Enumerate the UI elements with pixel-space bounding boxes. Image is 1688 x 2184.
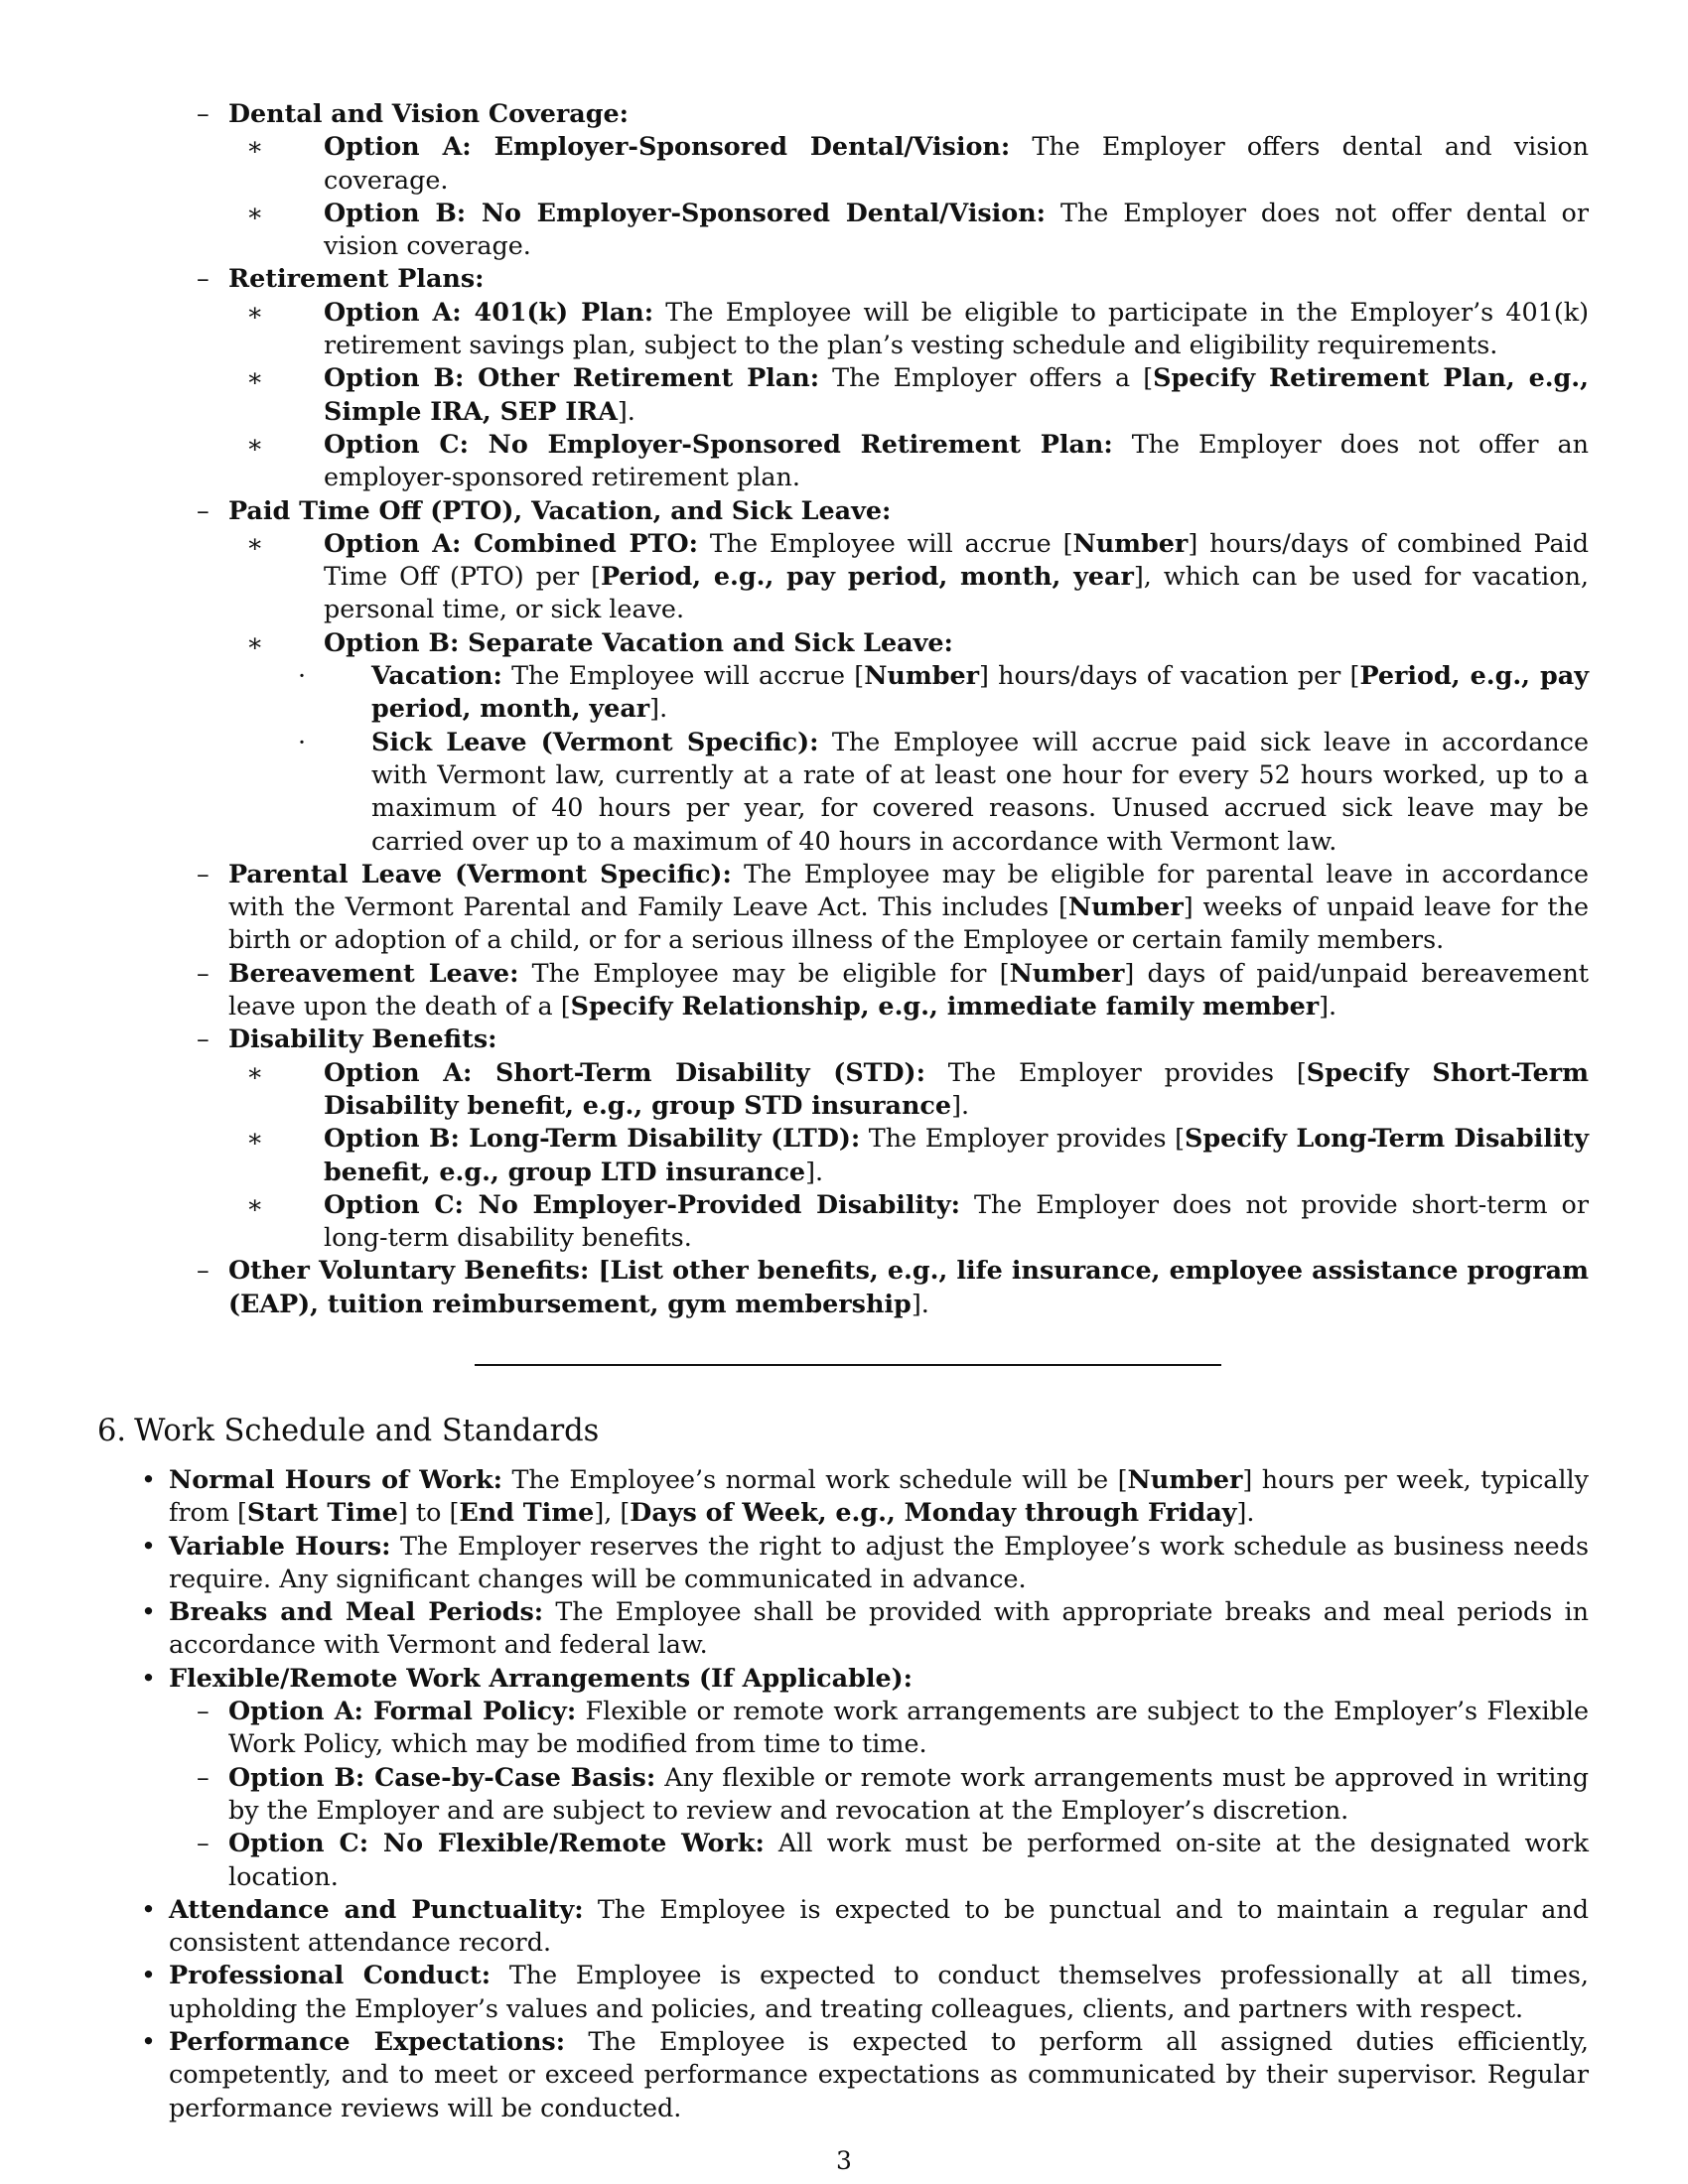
star-marker: ∗ xyxy=(246,1056,264,1087)
option-text: The Employer provides [ xyxy=(860,1123,1185,1154)
option-text: Flexible or remote work arrangements are subject to the Employer’s Flexible Work Policy, which may be modified from time to time. xyxy=(228,1696,1590,1759)
list-item-disability-option-b xyxy=(97,1122,1589,1188)
item-text: ] hours per week, typically from [ xyxy=(169,1463,1590,1528)
placeholder-field: Specify Relationship, e.g., immediate family member xyxy=(570,991,1320,1022)
option-label: Option C: No Employer-Provided Disability: xyxy=(324,1188,960,1219)
option-text: ] hours/days of combined Paid Time Off (PTO) per [ xyxy=(324,527,1589,592)
option-text: The Employee will accrue paid sick leave in accordance with Vermont law, currently at a rate of at least one hour for every 52 hours worked, up to a maximum of 40 hours per year, for covered reasons. Unused accrued sick leave may be carried over up to a maximum of 40 hours in accordance with Vermont law. xyxy=(371,726,1589,856)
option-label: Option C: No Flexible/Remote Work: xyxy=(228,1828,765,1858)
list-item-dental-vision xyxy=(97,97,1589,130)
star-marker: ∗ xyxy=(246,197,264,227)
star-marker: ∗ xyxy=(246,527,264,558)
list-item-breaks xyxy=(97,1595,1589,1662)
star-marker: ∗ xyxy=(246,626,264,657)
list-item-bereavement-leave xyxy=(97,957,1589,1024)
option-label: Option A: Employer-Sponsored Dental/Vision: xyxy=(324,131,1011,162)
dash-marker: – xyxy=(197,1761,210,1792)
list-item-flexible-option-a xyxy=(97,1695,1589,1761)
item-text: [ xyxy=(589,1255,611,1286)
placeholder-field: Period, e.g., pay period, month, year xyxy=(371,660,1589,724)
list-item-conduct xyxy=(97,1959,1589,2025)
item-text: The Employee is expected to conduct themselves professionally at all times, upholding the Employer’s values and policies, and treating colleagues, clients, and partners with respect. xyxy=(169,1960,1590,2023)
placeholder-field: Specify Long-Term Disability benefit, e.g., group LTD insurance xyxy=(324,1123,1589,1186)
option-label: Option A: Combined PTO: xyxy=(324,527,698,558)
option-text: The Employer offers a [ xyxy=(819,362,1154,393)
placeholder-field: Number xyxy=(1072,527,1189,558)
bullet-marker: • xyxy=(141,1960,156,1990)
bullet-marker: • xyxy=(141,1662,156,1693)
bullet-marker: • xyxy=(141,1893,156,1924)
list-item-performance xyxy=(97,2025,1589,2124)
dash-marker: – xyxy=(197,494,210,525)
item-text: ] days of paid/unpaid bereavement leave upon the death of a [ xyxy=(228,957,1590,1022)
item-label: Breaks and Meal Periods: xyxy=(169,1596,544,1627)
list-item-pto-option-a xyxy=(97,527,1589,626)
option-text: ]. xyxy=(951,1089,970,1120)
bullet-marker: • xyxy=(141,2026,156,2057)
list-item-attendance xyxy=(97,1893,1589,1960)
list-item-voluntary-benefits xyxy=(97,1254,1589,1320)
placeholder-field: Specify Short-Term Disability benefit, e.g., group STD insurance xyxy=(324,1056,1589,1120)
item-text: ] weeks of unpaid leave for the birth or adoption of a child, or for a serious illness of the Employee or certain family members. xyxy=(228,891,1589,955)
option-text: ]. xyxy=(617,395,635,426)
section-heading xyxy=(97,1412,1589,1451)
option-label: Option C: No Employer-Sponsored Retirement Plan: xyxy=(324,428,1113,459)
option-label: Option B: Separate Vacation and Sick Leave: xyxy=(324,626,953,657)
item-label: Professional Conduct: xyxy=(169,1960,492,1990)
item-text: ]. xyxy=(1236,1497,1255,1528)
item-label: Variable Hours: xyxy=(169,1530,391,1561)
dot-marker: · xyxy=(298,726,307,756)
bullet-marker: • xyxy=(141,1463,156,1494)
placeholder-field: Start Time xyxy=(246,1497,398,1528)
star-marker: ∗ xyxy=(246,296,264,327)
placeholder-field: Period, e.g., pay period, month, year xyxy=(601,561,1134,592)
dash-marker: – xyxy=(197,1828,210,1858)
star-marker: ∗ xyxy=(246,362,264,393)
option-label: Sick Leave (Vermont Specific): xyxy=(371,726,819,756)
dash-marker: – xyxy=(197,263,210,294)
option-text: The Employee will accrue [ xyxy=(697,527,1073,558)
dash-marker: – xyxy=(197,1255,210,1286)
list-item-pto-option-b xyxy=(97,626,1589,659)
pto-heading: Paid Time Off (PTO), Vacation, and Sick Leave: xyxy=(228,494,892,525)
list-item-retirement-option-c xyxy=(97,428,1589,494)
option-text: The Employee will be eligible to participate in the Employer’s 401(k) retirement savings plan, subject to the plan’s vesting schedule and eligibility requirements. xyxy=(324,296,1590,360)
option-text: ]. xyxy=(805,1156,824,1186)
list-item-disability xyxy=(97,1023,1589,1055)
dash-marker: – xyxy=(197,1024,210,1054)
item-label: Flexible/Remote Work Arrangements (If Applicable): xyxy=(169,1662,914,1693)
placeholder-field: End Time xyxy=(459,1497,595,1528)
item-label: Normal Hours of Work: xyxy=(169,1463,502,1494)
list-item-parental-leave xyxy=(97,858,1589,957)
page-number: 3 xyxy=(836,2146,852,2175)
list-item-retirement xyxy=(97,262,1589,295)
work-schedule-list xyxy=(97,1463,1589,2124)
item-label: Attendance and Punctuality: xyxy=(169,1893,584,1924)
dash-marker: – xyxy=(197,98,210,128)
item-label: Performance Expectations: xyxy=(169,2026,566,2057)
item-text: ], [ xyxy=(594,1497,631,1528)
option-text: ] hours/days of vacation per [ xyxy=(979,660,1360,691)
page-content xyxy=(97,97,1589,2124)
option-label: Vacation: xyxy=(371,660,502,691)
list-item-dental-option-b xyxy=(97,197,1589,263)
item-text: The Employee may be eligible for [ xyxy=(518,957,1010,988)
placeholder-field: Number xyxy=(864,660,980,691)
placeholder-field: List other benefits, e.g., life insurance, employee assistance program (EAP), tuition reimbursement, gym membership xyxy=(228,1255,1589,1318)
option-text: The Employee will accrue [ xyxy=(501,660,865,691)
bullet-marker: • xyxy=(141,1530,156,1561)
option-text: All work must be performed on-site at the designated work location. xyxy=(228,1828,1589,1891)
list-item-flexible-work xyxy=(97,1662,1589,1695)
item-text: The Employee’s normal work schedule will be [ xyxy=(501,1463,1128,1494)
list-item-dental-option-a xyxy=(97,130,1589,197)
item-text: The Employee is expected to perform all assigned duties efficiently, competently, and to meet or exceed performance expectations as communicated by their supervisor. Regular performance reviews will be conducted. xyxy=(169,2026,1589,2122)
item-text: ]. xyxy=(911,1288,929,1318)
retirement-heading: Retirement Plans: xyxy=(228,263,485,294)
item-text: The Employee shall be provided with appropriate breaks and meal periods in accordance with Vermont and federal law. xyxy=(169,1596,1589,1660)
placeholder-field: Specify Retirement Plan, e.g., Simple IRA, SEP IRA xyxy=(324,362,1589,426)
item-text: ]. xyxy=(1319,991,1337,1022)
list-item-pto xyxy=(97,494,1589,527)
item-label: Bereavement Leave: xyxy=(228,957,519,988)
option-text: ]. xyxy=(649,693,668,724)
dash-marker: – xyxy=(197,858,210,888)
item-text: ] to [ xyxy=(397,1497,460,1528)
option-label: Option A: 401(k) Plan: xyxy=(324,296,654,327)
dash-marker: – xyxy=(197,957,210,988)
disability-heading: Disability Benefits: xyxy=(228,1024,497,1054)
list-item-retirement-option-b xyxy=(97,361,1589,428)
benefits-list xyxy=(97,97,1589,1320)
list-item-normal-hours xyxy=(97,1463,1589,1530)
list-item-variable-hours xyxy=(97,1530,1589,1596)
horizontal-rule xyxy=(475,1364,1221,1366)
placeholder-field: Number xyxy=(1009,957,1125,988)
placeholder-field: Days of Week, e.g., Monday through Friday xyxy=(630,1497,1237,1528)
list-item-retirement-option-a xyxy=(97,296,1589,362)
star-marker: ∗ xyxy=(246,131,264,162)
option-label: Option A: Formal Policy: xyxy=(228,1696,577,1726)
option-text: The Employer offers dental and vision coverage. xyxy=(324,131,1589,195)
placeholder-field: Number xyxy=(1067,891,1184,922)
list-item-disability-option-c xyxy=(97,1188,1589,1255)
bullet-marker: • xyxy=(141,1596,156,1627)
option-label: Option B: Case-by-Case Basis: xyxy=(228,1761,656,1792)
section-title: Work Schedule and Standards xyxy=(134,1413,600,1448)
option-label: Option A: Short-Term Disability (STD): xyxy=(324,1056,925,1087)
item-label: Parental Leave (Vermont Specific): xyxy=(228,858,732,888)
option-text: The Employer does not provide short-term or long-term disability benefits. xyxy=(324,1188,1589,1253)
option-text: The Employer provides [ xyxy=(924,1056,1307,1087)
dash-marker: – xyxy=(197,1696,210,1726)
item-text: The Employee may be eligible for parental leave in accordance with the Vermont Parental and Family Leave Act. This includes [ xyxy=(228,858,1590,922)
list-item-sick-leave xyxy=(97,726,1589,858)
item-text: The Employer reserves the right to adjust the Employee’s work schedule as business needs require. Any significant changes will be communicated in advance. xyxy=(169,1530,1589,1593)
option-label: Option B: Other Retirement Plan: xyxy=(324,362,820,393)
list-item-flexible-option-c xyxy=(97,1827,1589,1893)
item-label: Other Voluntary Benefits: xyxy=(228,1255,590,1286)
star-marker: ∗ xyxy=(246,1123,264,1154)
option-text: ], which can be used for vacation, personal time, or sick leave. xyxy=(324,561,1589,624)
list-item-disability-option-a xyxy=(97,1056,1589,1123)
section-number: 6. xyxy=(97,1413,127,1448)
star-marker: ∗ xyxy=(246,428,264,459)
item-text: The Employee is expected to be punctual and to maintain a regular and consistent attendance record. xyxy=(169,1893,1589,1958)
option-label: Option B: No Employer-Sponsored Dental/Vision: xyxy=(324,197,1047,227)
dot-marker: · xyxy=(298,660,307,691)
dental-heading: Dental and Vision Coverage: xyxy=(228,98,630,128)
list-item-vacation xyxy=(97,659,1589,726)
option-text: The Employer does not offer an employer-sponsored retirement plan. xyxy=(324,428,1590,492)
option-text: Any flexible or remote work arrangements must be approved in writing by the Employer and are subject to review and revocation at the Employer’s discretion. xyxy=(228,1761,1589,1825)
list-item-flexible-option-b xyxy=(97,1761,1589,1828)
placeholder-field: Number xyxy=(1127,1463,1243,1494)
option-label: Option B: Long-Term Disability (LTD): xyxy=(324,1123,861,1154)
star-marker: ∗ xyxy=(246,1188,264,1219)
option-text: The Employer does not offer dental or vision coverage. xyxy=(324,197,1589,261)
